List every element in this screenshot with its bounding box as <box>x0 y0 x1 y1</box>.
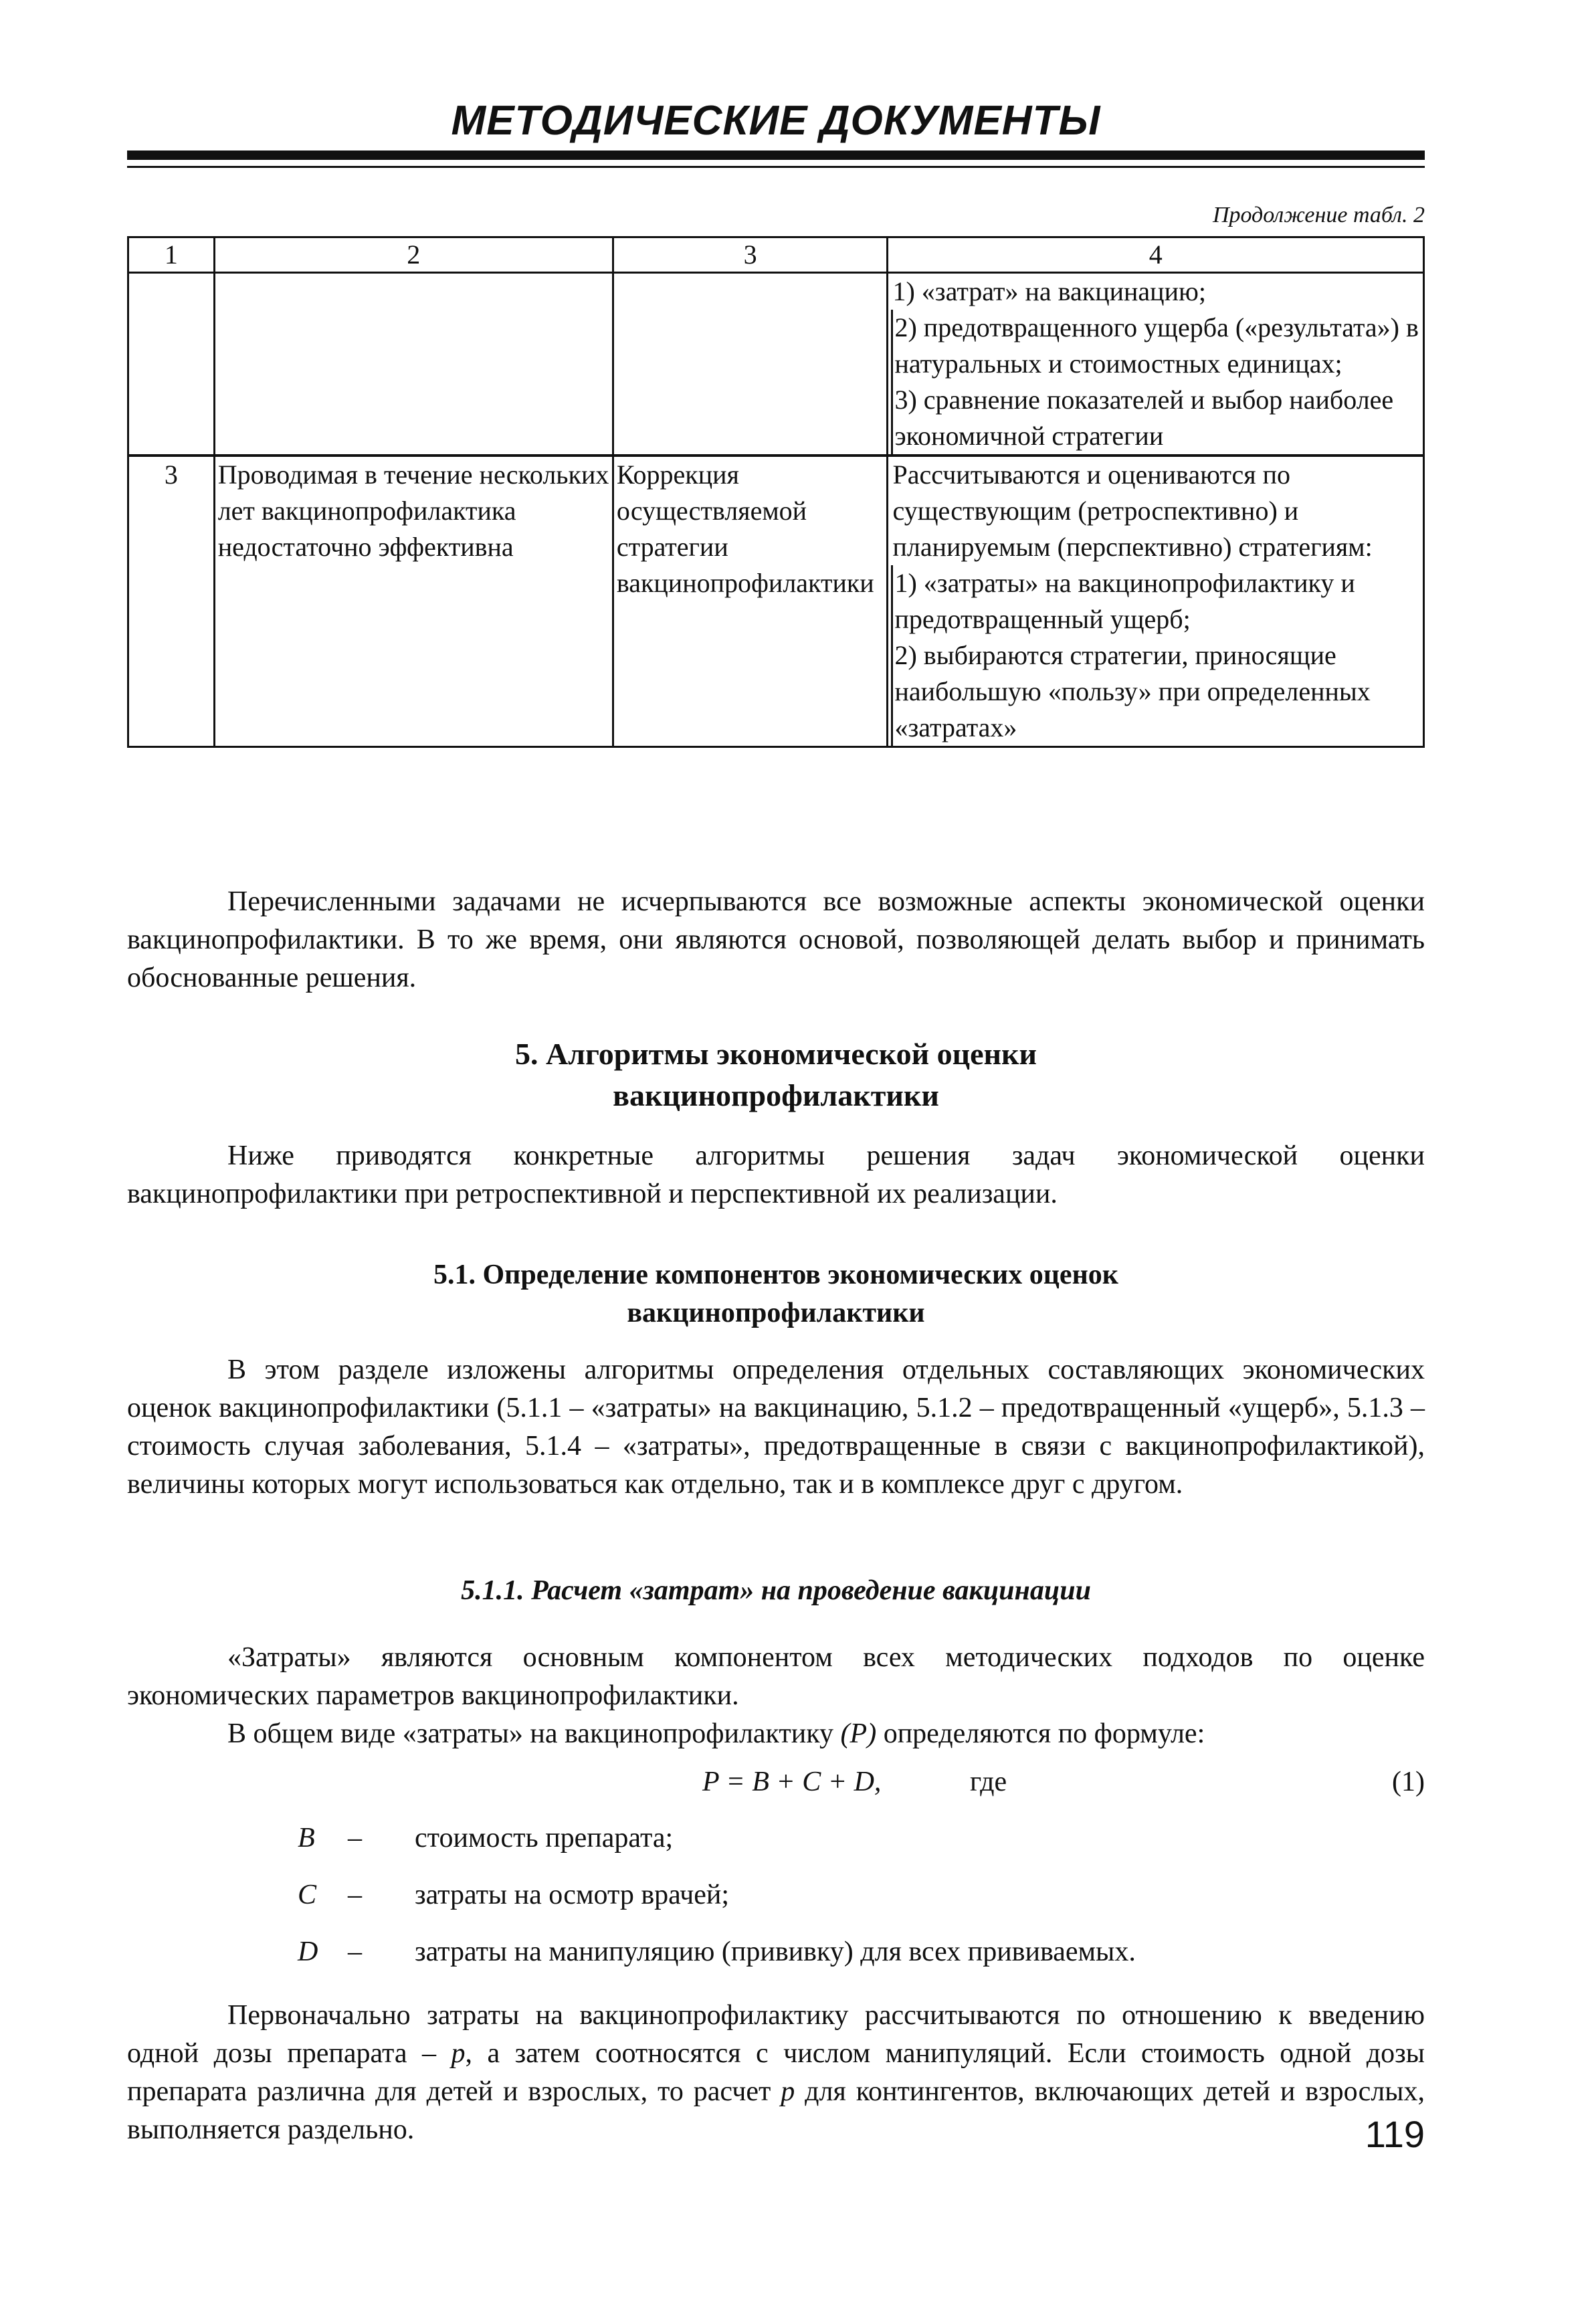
table-cell: 3 <box>128 456 215 747</box>
section-5-1-1-heading: 5.1.1. Расчет «затрат» на проведение вакцинации <box>461 1575 1091 1606</box>
header-rule-thick <box>127 151 1425 160</box>
text-run: , а затем соотносятся с числом манипуляций. Если стоимость одной дозы препарата различна для детей и взрослых, то расчет <box>127 2038 1425 2107</box>
text-run: В общем виде «затраты» на вакцинопрофилактику <box>227 1718 841 1749</box>
heading-line: вакцинопрофилактики <box>627 1298 925 1328</box>
running-header: МЕТОДИЧЕСКИЕ ДОКУМЕНТЫ <box>451 98 1101 144</box>
table-header-cell: 4 <box>888 237 1424 273</box>
section-5-1-heading <box>127 1256 1425 1332</box>
paragraph: Ниже приводятся конкретные алгоритмы решения задач экономической оценки вакцинопрофилактики при ретроспективной и перспективной их реализации. <box>127 1140 1425 1209</box>
formula-number: (1) <box>1392 1767 1425 1797</box>
table-cell <box>128 273 215 456</box>
table-row <box>128 273 1424 456</box>
list-item: Рассчитываются и оцениваются по существующим (ретроспективно) и планируемым (перспективно) стратегиям: <box>892 460 1373 562</box>
heading-line: вакцинопрофилактики <box>613 1078 939 1112</box>
header-rule-thin <box>127 166 1425 168</box>
list-item: 2) предотвращенного ущерба («результата») в натуральных и стоимостных единицах; <box>891 310 1420 382</box>
table-header-cell: 3 <box>613 237 888 273</box>
heading-line: 5.1. Определение компонентов экономических оценок <box>433 1260 1118 1290</box>
text-run: Первоначально затраты на вакцинопрофилактику рассчитываются по отношению к введению одной дозы препарата – <box>127 2000 1425 2069</box>
table-header-cell: 1 <box>128 237 215 273</box>
formula-where: где <box>970 1767 1007 1797</box>
table-continuation-note: Продолжение табл. 2 <box>1212 203 1425 227</box>
definition-symbol: C <box>298 1880 317 1910</box>
definition-text: затраты на манипуляцию (прививку) для всех прививаемых. <box>415 1936 1136 1967</box>
list-item: 1) «затраты» на вакцинопрофилактику и предотвращенный ущерб; <box>891 565 1420 637</box>
list-item: 3) сравнение показателей и выбор наиболее экономичной стратегии <box>891 382 1420 454</box>
table-cell <box>888 456 1424 747</box>
definition-dash: – <box>348 1936 362 1967</box>
heading-line: 5. Алгоритмы экономической оценки <box>514 1037 1037 1071</box>
paragraph <box>127 1997 1425 2149</box>
page-number: 119 <box>1365 2113 1425 2155</box>
table-header-row <box>128 237 1424 273</box>
table-cell: Коррекция осуществляемой стратегии вакцинопрофилактики <box>613 456 888 747</box>
table-cell <box>613 273 888 456</box>
variable-p: p <box>781 2076 795 2107</box>
table-row <box>128 456 1424 747</box>
variable-p: (P) <box>840 1718 877 1749</box>
section-5-1-1-text <box>127 1639 1425 1753</box>
section-5-1-1-closing <box>127 1997 1425 2149</box>
table-header-cell: 2 <box>214 237 613 273</box>
table-2-continued <box>127 236 1425 748</box>
list-item: 1) «затрат» на вакцинацию; <box>892 276 1206 306</box>
paragraph: Перечисленными задачами не исчерпываются все возможные аспекты экономической оценки вакцинопрофилактики. В то же время, они являются основой, позволяющей делать выбор и принимать обоснованные решения. <box>127 886 1425 993</box>
table-cell: Проводимая в течение нескольких лет вакцинопрофилактика недостаточно эффективна <box>214 456 613 747</box>
paragraph: «Затраты» являются основным компонентом всех методических подходов по оценке экономических параметров вакцинопрофилактики. <box>127 1642 1425 1711</box>
paragraph <box>127 1715 1425 1753</box>
paragraph: В этом разделе изложены алгоритмы определения отдельных составляющих экономических оценок вакцинопрофилактики (5.1.1 – «затраты» на вакцинацию, 5.1.2 – предотвращенный «ущерб», 5.1.3 – стоимость случая заболевания, 5.1.4 – «затраты», предотвращенные в связи с вакцинопрофилактикой), величины которых могут использоваться как отдельно, так и в комплексе друг с другом. <box>127 1355 1425 1500</box>
text-run: для контингентов, включающих детей и взрослых, выполняется раздельно. <box>127 2076 1425 2145</box>
section-5-1-text <box>127 1351 1425 1504</box>
table-cell <box>214 273 613 456</box>
intro-paragraph <box>127 883 1425 997</box>
formula: P = B + C + D, <box>702 1767 882 1797</box>
list-item: 2) выбираются стратегии, приносящие наибольшую «пользу» при определенных «затратах» <box>891 637 1420 746</box>
definition-symbol: B <box>298 1823 315 1853</box>
definition-dash: – <box>348 1880 362 1910</box>
definition-text: стоимость препарата; <box>415 1823 674 1853</box>
table-cell <box>888 273 1424 456</box>
definition-dash: – <box>348 1823 362 1853</box>
section-5-heading <box>127 1033 1425 1116</box>
section-5-text <box>127 1137 1425 1213</box>
definition-text: затраты на осмотр врачей; <box>415 1880 730 1910</box>
variable-p: p <box>451 2038 466 2069</box>
definition-symbol: D <box>298 1936 318 1967</box>
text-run: определяются по формуле: <box>876 1718 1205 1749</box>
